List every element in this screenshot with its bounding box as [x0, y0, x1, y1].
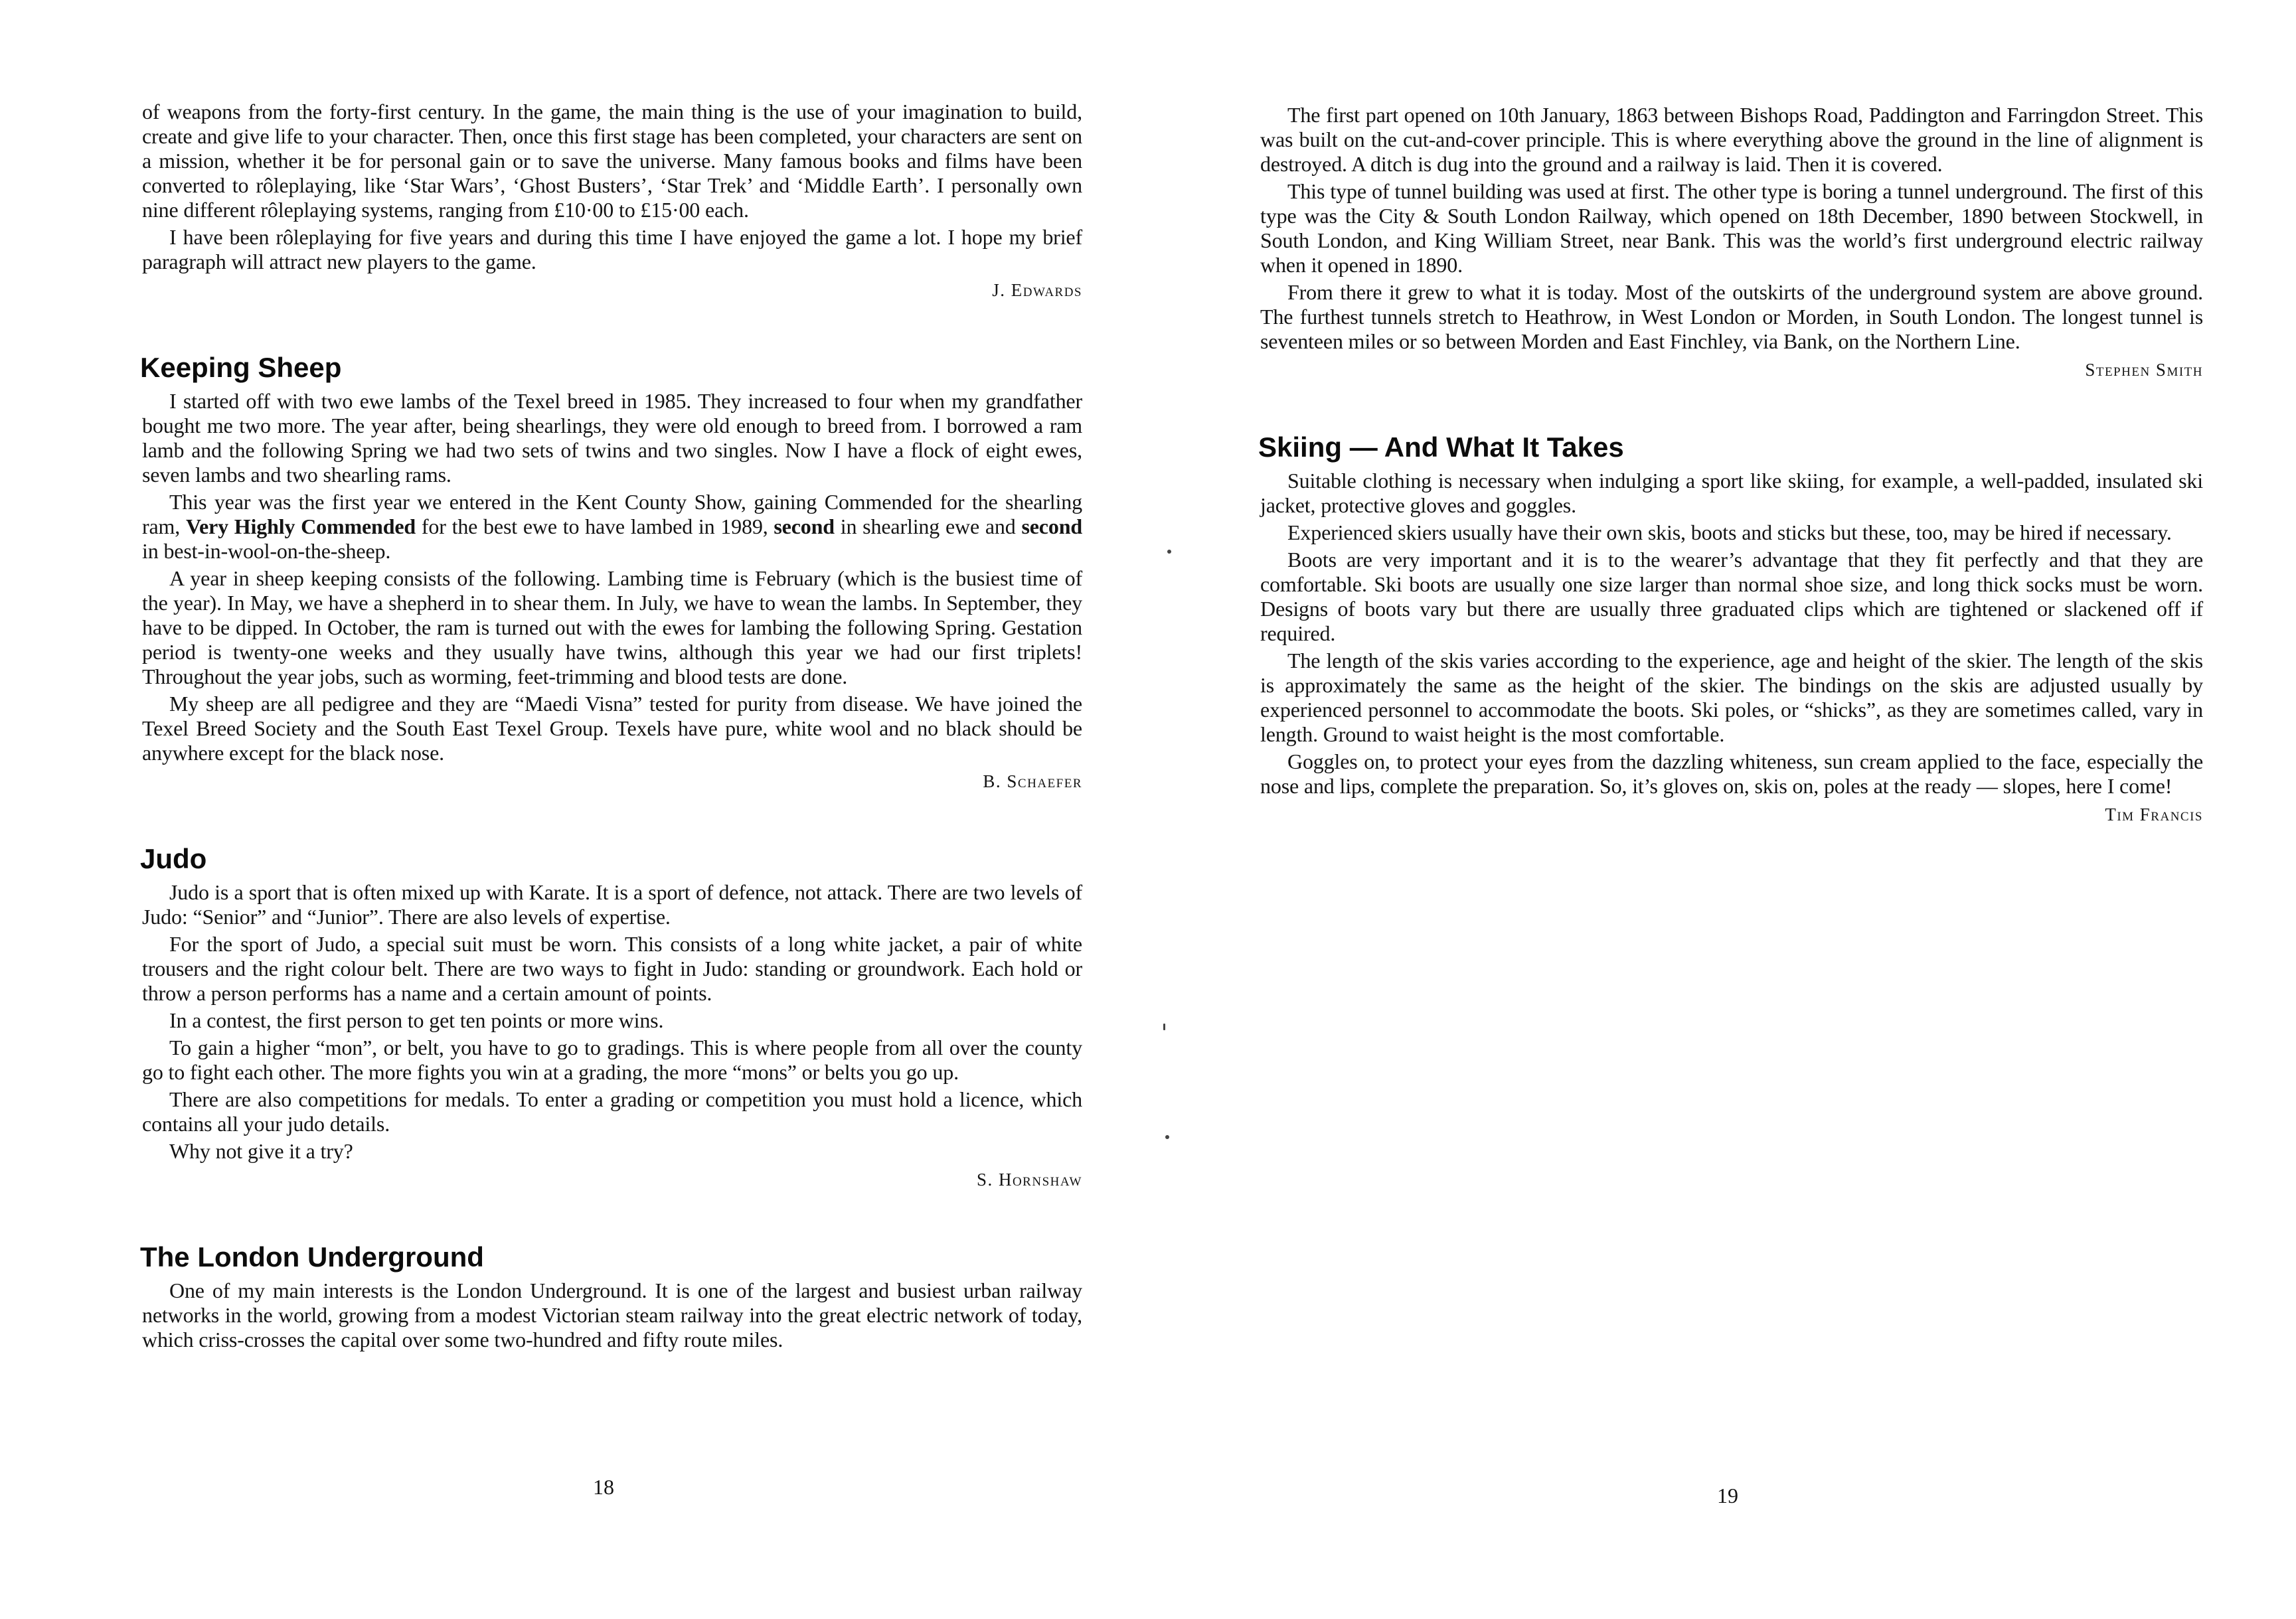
judo-article — [142, 842, 1082, 1192]
author-signature: S. Hornshaw — [976, 1170, 1082, 1190]
scan-speck — [1163, 1024, 1165, 1030]
text-run: for the best ewe to have lambed in 1989, — [416, 514, 774, 538]
paragraph: Goggles on, to protect your eyes from the dazzling whiteness, sun cream applied to the face, especially the nose and lips, complete the preparation. So, it’s gloves on, skis on, poles at the ready — slopes, here I come! — [1260, 749, 2203, 798]
keeping-sheep-article — [142, 350, 1082, 794]
page-number: 19 — [1717, 1484, 1738, 1507]
article-title: Judo — [140, 843, 207, 874]
paragraph: For the sport of Judo, a special suit must be worn. This consists of a long white jacket, a pair of white trousers and the right colour belt. There are two ways to fight in Judo: standing or groundwork. Each hold or throw a person performs has a name and a certain amount of points. — [142, 932, 1082, 1005]
london-underground-continued — [1260, 103, 2203, 382]
right-page — [1148, 0, 2296, 1619]
paragraph: Boots are very important and it is to the wearer’s advantage that they fit perfectly and that they are comfortable. Ski boots are usually one size larger than normal shoe size, and long thick socks must be worn. Designs of boots vary but there are usually three graduated clips which are tightened or slackened off if required. — [1260, 548, 2203, 645]
bold-text: second — [774, 514, 835, 538]
text-run: in shearling ewe and — [834, 514, 1022, 538]
paragraph: In a contest, the first person to get ten points or more wins. — [169, 1008, 664, 1032]
bold-text: second — [1021, 514, 1082, 538]
left-column — [142, 100, 1082, 1355]
paragraph: This type of tunnel building was used at first. The other type is boring a tunnel underground. The first of this type was the City & South London Railway, which opened on 18th December, 1890 between Stockwell, in South London, and King William Street, near Bank. This was the world’s first underground electric railway when it opened in 1890. — [1260, 179, 2203, 277]
paragraph: There are also competitions for medals. To enter a grading or competition you must hold a licence, which contains all your judo details. — [142, 1087, 1082, 1136]
text-run: This year was the first year we entered in the Kent County Show, gaining Commended for the shearling ram, — [142, 490, 1082, 538]
text-run: in best-in-wool-on-the-sheep. — [142, 539, 391, 563]
paragraph: From there it grew to what it is today. Most of the outskirts of the underground system are above ground. The furthest tunnels stretch to Heathrow, in West London or Morden, in South London. The longest tunnel is seventeen miles or so between Morden and East Finchley, via Bank, on the Northern Line. — [1260, 280, 2203, 353]
paragraph: Suitable clothing is necessary when indulging a sport like skiing, for example, a well-padded, insulated ski jacket, protective gloves and goggles. — [1260, 469, 2203, 517]
paragraph: To gain a higher “mon”, or belt, you have to go to gradings. This is where people from all over the county go to fight each other. The more fights you win at a grading, the more “mons” or belts you go up. — [142, 1036, 1082, 1084]
scan-speck — [1167, 550, 1171, 554]
london-underground-article — [142, 1240, 1082, 1352]
paragraph: A year in sheep keeping consists of the following. Lambing time is February (which is the busiest time of the year). In May, we have a shepherd in to shear them. In July, we have to wean the lambs. In September, they have to be dipped. In October, the ram is turned out with the ewes for lambing the following Spring. Gestation period is twenty-one weeks and they usually have twins, although this year we had our first triplets! Throughout the year jobs, such as worming, feet-trimming and blood tests are done. — [142, 566, 1082, 688]
author-signature: Stephen Smith — [2085, 360, 2203, 380]
article-title: Skiing — And What It Takes — [1258, 431, 1624, 463]
paragraph — [142, 490, 1082, 564]
skiing-article — [1260, 430, 2203, 827]
paragraph: I started off with two ewe lambs of the Texel breed in 1985. They increased to four when my grandfather bought me two more. The year after, being shearlings, they were old enough to breed from. I borrowed a ram lamb and the following Spring we had two sets of twins and two singles. Now I have a flock of eight ewes, seven lambs and two shearling rams. — [142, 389, 1082, 487]
author-signature: B. Schaefer — [983, 771, 1082, 791]
paragraph: The first part opened on 10th January, 1863 between Bishops Road, Paddington and Farringdon Street. This was built on the cut-and-cover principle. This is where everything above the ground in the line of alignment is destroyed. A ditch is dug into the ground and a railway is laid. Then it is covered. — [1260, 103, 2203, 176]
paragraph: Why not give it a try? — [169, 1139, 353, 1163]
bold-text: Very Highly Commended — [185, 514, 416, 538]
page-number: 18 — [593, 1475, 614, 1499]
paragraph: Experienced skiers usually have their own skis, boots and sticks but these, too, may be hired if necessary. — [1287, 520, 2172, 544]
roleplaying-article-end — [142, 100, 1082, 303]
paragraph: My sheep are all pedigree and they are “Maedi Visna” tested for purity from disease. We have joined the Texel Breed Society and the South East Texel Group. Texels have pure, white wool and no black should be anywhere except for the black nose. — [142, 692, 1082, 765]
scan-speck — [1165, 1135, 1169, 1139]
paragraph: Judo is a sport that is often mixed up with Karate. It is a sport of defence, not attack. There are two levels of Judo: “Senior” and “Junior”. There are also levels of expertise. — [142, 880, 1082, 929]
author-signature: J. Edwards — [992, 280, 1082, 300]
article-title: Keeping Sheep — [140, 352, 342, 383]
paragraph: of weapons from the forty-first century. In the game, the main thing is the use of your imagination to build, create and give life to your character. Then, once this first stage has been completed, your characters are sent on a mission, whether it be for personal gain or to save the universe. Many famous books and films have been converted to rôleplaying, like ‘Star Wars’, ‘Ghost Busters’, ‘Star Trek’ and ‘Middle Earth’. I personally own nine different rôleplaying systems, ranging from £10·00 to £15·00 each. — [142, 100, 1082, 222]
paragraph: I have been rôleplaying for five years and during this time I have enjoyed the game a lot. I hope my brief paragraph will attract new players to the game. — [142, 225, 1082, 273]
article-title: The London Underground — [140, 1241, 484, 1272]
author-signature: Tim Francis — [2105, 805, 2203, 824]
paragraph: One of my main interests is the London Underground. It is one of the largest and busiest urban railway networks in the world, growing from a modest Victorian steam railway into the great electric network of today, which criss-crosses the capital over some two-hundred and fifty route miles. — [142, 1278, 1082, 1351]
paragraph: The length of the skis varies according to the experience, age and height of the skier. The length of the skis is approximately the same as the height of the skier. The bindings on the skis are adjusted usually by experienced personnel to accommodate the boots. Ski poles, or “shicks”, as they are sometimes called, vary in length. Ground to waist height is the most comfortable. — [1260, 649, 2203, 746]
right-column — [1260, 103, 2203, 827]
